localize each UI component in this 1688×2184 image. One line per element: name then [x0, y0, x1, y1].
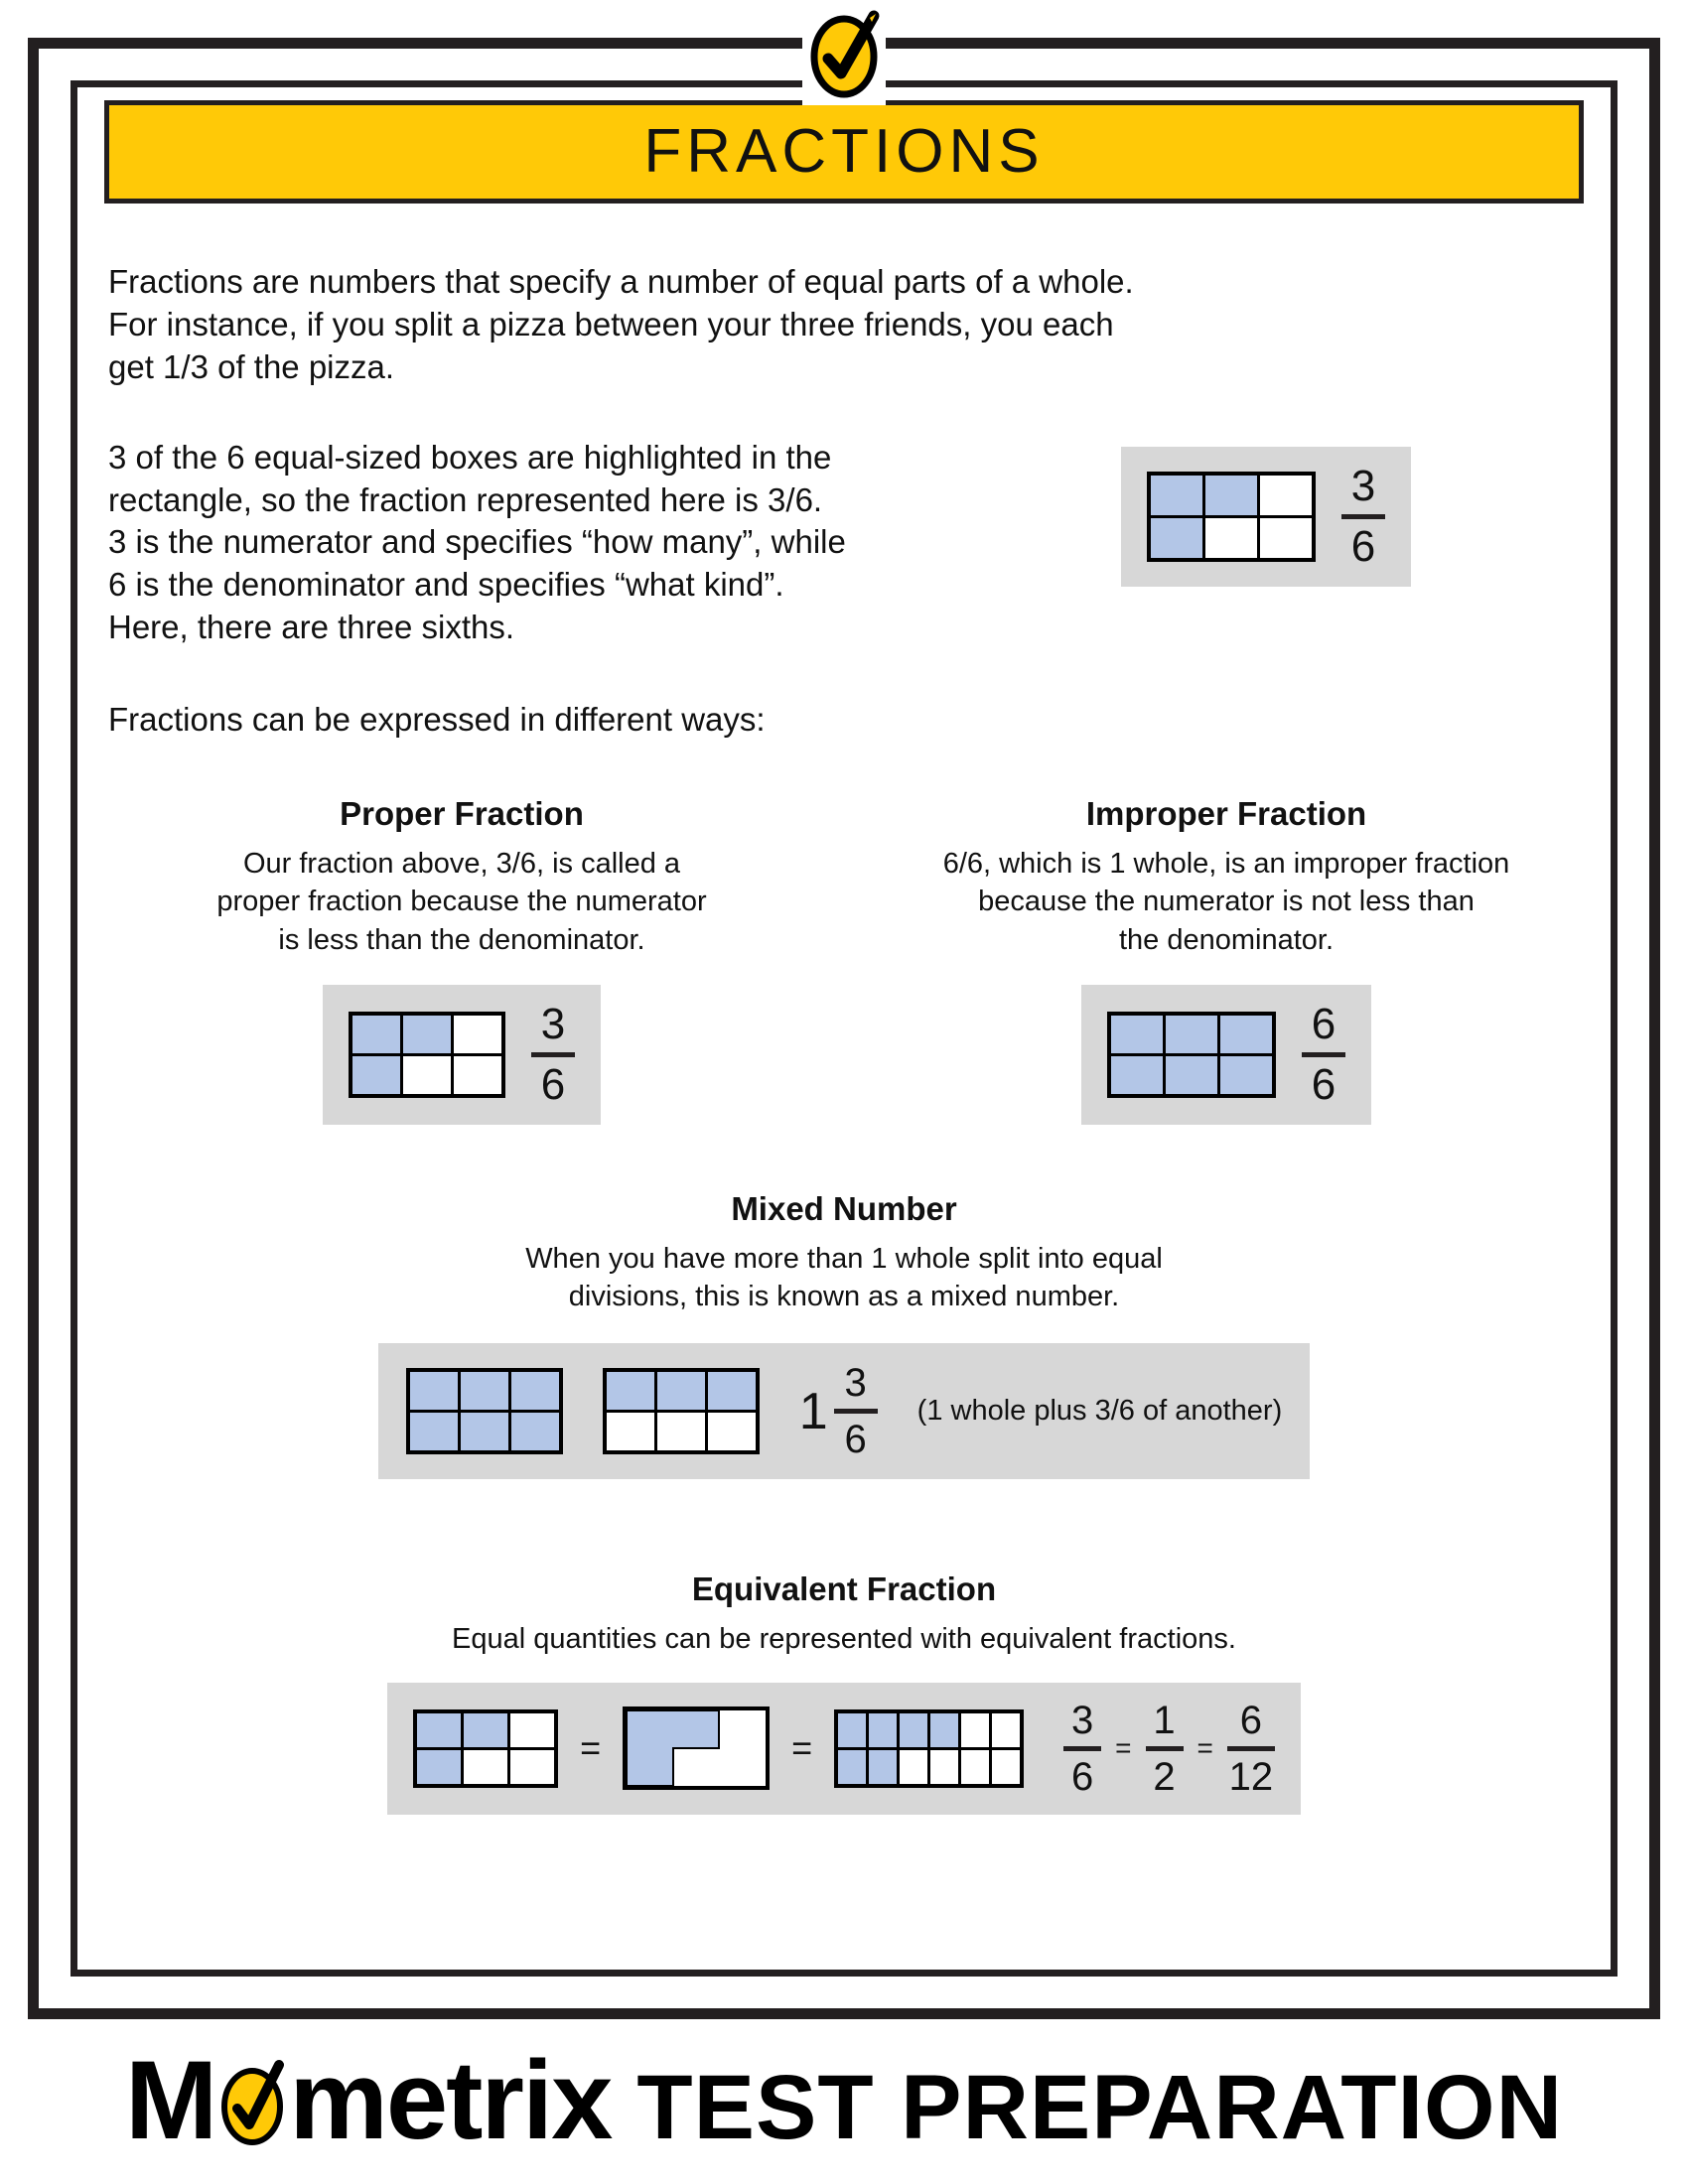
mixed-body [525, 1240, 1163, 1316]
grid-cell [961, 1713, 989, 1747]
fraction-grid-whole [406, 1368, 563, 1454]
grid-cell [961, 1750, 989, 1784]
footer-tagline: TEST PREPARATION [636, 2057, 1564, 2158]
grid-cell [464, 1750, 507, 1784]
grid-cell [417, 1713, 461, 1747]
proper-body [216, 845, 706, 959]
grid-cell [1220, 1056, 1272, 1094]
footer [0, 2038, 1688, 2162]
grid-cell [708, 1372, 756, 1410]
fraction-bar [1227, 1746, 1275, 1751]
fraction-numerator: 3 [1350, 461, 1376, 510]
proper-figure-wrapper [323, 985, 601, 1125]
fraction-numerator: 1 [1153, 1698, 1176, 1742]
grid-cell [930, 1750, 958, 1784]
grid-cell [1260, 518, 1312, 558]
grid-cell [607, 1372, 654, 1410]
grid-cell [511, 1413, 559, 1450]
grid-cell [454, 1056, 501, 1094]
grid-cell [1151, 476, 1202, 515]
fraction-notation [834, 1361, 878, 1462]
page-content [39, 49, 1649, 2008]
equals-sign-2: = [791, 1727, 813, 1769]
improper-line-3: the denominator. [1118, 923, 1335, 956]
fraction-denominator: 6 [1350, 521, 1376, 571]
fraction-notation [1146, 1698, 1184, 1799]
grid-cell [992, 1750, 1020, 1784]
fraction-grid [349, 1012, 505, 1098]
fraction-notation [1302, 999, 1345, 1109]
fraction-denominator: 6 [1071, 1754, 1094, 1799]
check-circle-icon [215, 2055, 289, 2146]
mixed-note: (1 whole plus 3/6 of another) [916, 1395, 1283, 1428]
check-circle-icon [802, 2, 886, 105]
mixed-heading: Mixed Number [731, 1189, 957, 1227]
title-banner [104, 100, 1584, 204]
fraction-bar [1302, 1052, 1345, 1057]
grid-cell [838, 1713, 866, 1747]
brand-suffix: metrix [289, 2038, 612, 2162]
proper-line-1: Our fraction above, 3/6, is called a [242, 848, 681, 881]
grid-cell [1220, 1016, 1272, 1053]
grid-cell [352, 1056, 400, 1094]
grid-cell [930, 1713, 958, 1747]
proper-line-3: is less than the denominator. [278, 923, 645, 956]
explanation-paragraph [108, 437, 1111, 649]
fraction-figure-1-2 [623, 1706, 770, 1790]
grid-cell [510, 1713, 554, 1747]
fraction-figure-mixed [378, 1343, 1310, 1479]
fraction-figure-proper [323, 985, 601, 1125]
fraction-numerator: 3 [540, 999, 566, 1048]
improper-body [943, 845, 1510, 959]
grid-cell [1205, 476, 1257, 515]
grid-cell [1166, 1016, 1217, 1053]
equivalent-heading: Equivalent Fraction [691, 1570, 997, 1608]
intro-paragraph [108, 261, 1429, 389]
grid-cell [410, 1413, 458, 1450]
brand-prefix: M [124, 2038, 216, 2162]
grid-cell [1111, 1016, 1163, 1053]
fraction-bar [1341, 514, 1385, 519]
fraction-notation [1227, 1698, 1275, 1799]
half-shaded-shape [627, 1710, 766, 1786]
grid-cell [869, 1713, 897, 1747]
equivalent-line-1: Equal quantities can be represented with equivalent fractions. [452, 1623, 1236, 1656]
explanation-line-4: 6 is the denominator and specifies “what kind”. [108, 566, 784, 604]
fraction-denominator: 6 [540, 1059, 566, 1109]
grid-cell [410, 1372, 458, 1410]
explanation-figure-wrapper [1121, 447, 1411, 587]
intro-line-2: For instance, if you split a pizza between your three friends, you each [108, 305, 1114, 342]
explanation-line-1: 3 of the 6 equal-sized boxes are highlighted in the [108, 438, 832, 476]
fraction-bar [531, 1052, 575, 1057]
fraction-denominator: 6 [1311, 1059, 1336, 1109]
fraction-figure-3-6 [1121, 447, 1411, 587]
grid-cell [1205, 518, 1257, 558]
grid-cell [900, 1713, 927, 1747]
section-equivalent-fraction [96, 1570, 1592, 1814]
equals-sign-1: = [580, 1727, 602, 1769]
grid-cell [657, 1372, 705, 1410]
equals-sign-3: = [1115, 1732, 1132, 1764]
proper-line-2: proper fraction because the numerator [216, 886, 707, 918]
grid-cell [417, 1750, 461, 1784]
fraction-numerator: 3 [844, 1361, 867, 1406]
fraction-figure-equivalent [387, 1683, 1301, 1815]
grid-cell [1111, 1056, 1163, 1094]
fraction-bar [1063, 1746, 1101, 1751]
grid-cell [708, 1413, 756, 1450]
explanation-line-3: 3 is the numerator and specifies “how many”, while [108, 523, 846, 561]
explanation-line-5: Here, there are three sixths. [108, 609, 515, 646]
fraction-denominator: 6 [844, 1418, 867, 1462]
fraction-notation [1063, 1698, 1101, 1799]
grid-cell [900, 1750, 927, 1784]
fraction-bar [834, 1409, 878, 1414]
mixed-number-notation [798, 1361, 878, 1462]
fraction-numerator: 6 [1311, 999, 1336, 1048]
improper-line-1: 6/6, which is 1 whole, is an improper fraction [942, 848, 1510, 881]
grid-cell [464, 1713, 507, 1747]
grid-cell [657, 1413, 705, 1450]
grid-cell [992, 1713, 1020, 1747]
grid-cell [1151, 518, 1202, 558]
section-mixed-number [96, 1190, 1592, 1480]
fraction-denominator: 2 [1153, 1754, 1176, 1799]
mixed-line-2: divisions, this is known as a mixed number. [568, 1281, 1120, 1313]
brand-name [124, 2038, 612, 2162]
fraction-grid [1147, 472, 1316, 562]
proper-heading: Proper Fraction [340, 795, 584, 833]
grid-cell [461, 1372, 508, 1410]
explanation-line-2: rectangle, so the fraction represented here is 3/6. [108, 480, 823, 518]
grid-cell [510, 1750, 554, 1784]
equivalent-equation-chain [1063, 1698, 1275, 1799]
brand-check-circle-icon [215, 2053, 289, 2138]
improper-line-2: because the numerator is not less than [978, 886, 1475, 918]
grid-cell [1260, 476, 1312, 515]
intro-line-1: Fractions are numbers that specify a number of equal parts of a whole. [108, 263, 1134, 300]
grid-cell [461, 1413, 508, 1450]
fraction-grid-part [603, 1368, 760, 1454]
intro-line-3: get 1/3 of the pizza. [108, 347, 395, 385]
fraction-notation [1341, 461, 1385, 571]
ways-intro [108, 699, 1592, 742]
grid-cell [403, 1016, 451, 1053]
top-check-logo [802, 2, 886, 105]
fraction-denominator: 12 [1228, 1754, 1274, 1799]
fraction-grid-6-12 [834, 1709, 1024, 1788]
page-title: FRACTIONS [643, 117, 1045, 186]
fraction-notation [531, 999, 575, 1109]
fraction-numerator: 3 [1071, 1698, 1094, 1742]
grid-cell [352, 1016, 400, 1053]
grid-cell [454, 1016, 501, 1053]
explanation-row [108, 437, 1592, 649]
fraction-grid [1107, 1012, 1276, 1098]
ways-intro-text: Fractions can be expressed in different ways: [108, 701, 766, 739]
mixed-figure-wrapper [378, 1343, 1310, 1479]
grid-cell [607, 1413, 654, 1450]
equivalent-figure-wrapper [387, 1683, 1301, 1815]
grid-cell [403, 1056, 451, 1094]
fraction-numerator: 6 [1239, 1698, 1263, 1742]
fraction-grid-3-6 [413, 1709, 558, 1788]
grid-cell [869, 1750, 897, 1784]
section-improper-fraction [861, 795, 1592, 1125]
improper-heading: Improper Fraction [1085, 795, 1367, 833]
fraction-figure-improper [1081, 985, 1371, 1125]
footer-logo [0, 2038, 1688, 2162]
grid-cell [838, 1750, 866, 1784]
equivalent-body [452, 1620, 1236, 1658]
grid-cell [511, 1372, 559, 1410]
section-proper-fraction [96, 795, 827, 1125]
proper-improper-row [96, 795, 1592, 1125]
grid-cell [1166, 1056, 1217, 1094]
mixed-line-1: When you have more than 1 whole split into equal [525, 1242, 1163, 1275]
page-border-outer [28, 38, 1660, 2019]
mixed-whole-part: 1 [798, 1382, 828, 1440]
improper-figure-wrapper [1081, 985, 1371, 1125]
fraction-bar [1146, 1746, 1184, 1751]
equals-sign-4: = [1196, 1732, 1213, 1764]
